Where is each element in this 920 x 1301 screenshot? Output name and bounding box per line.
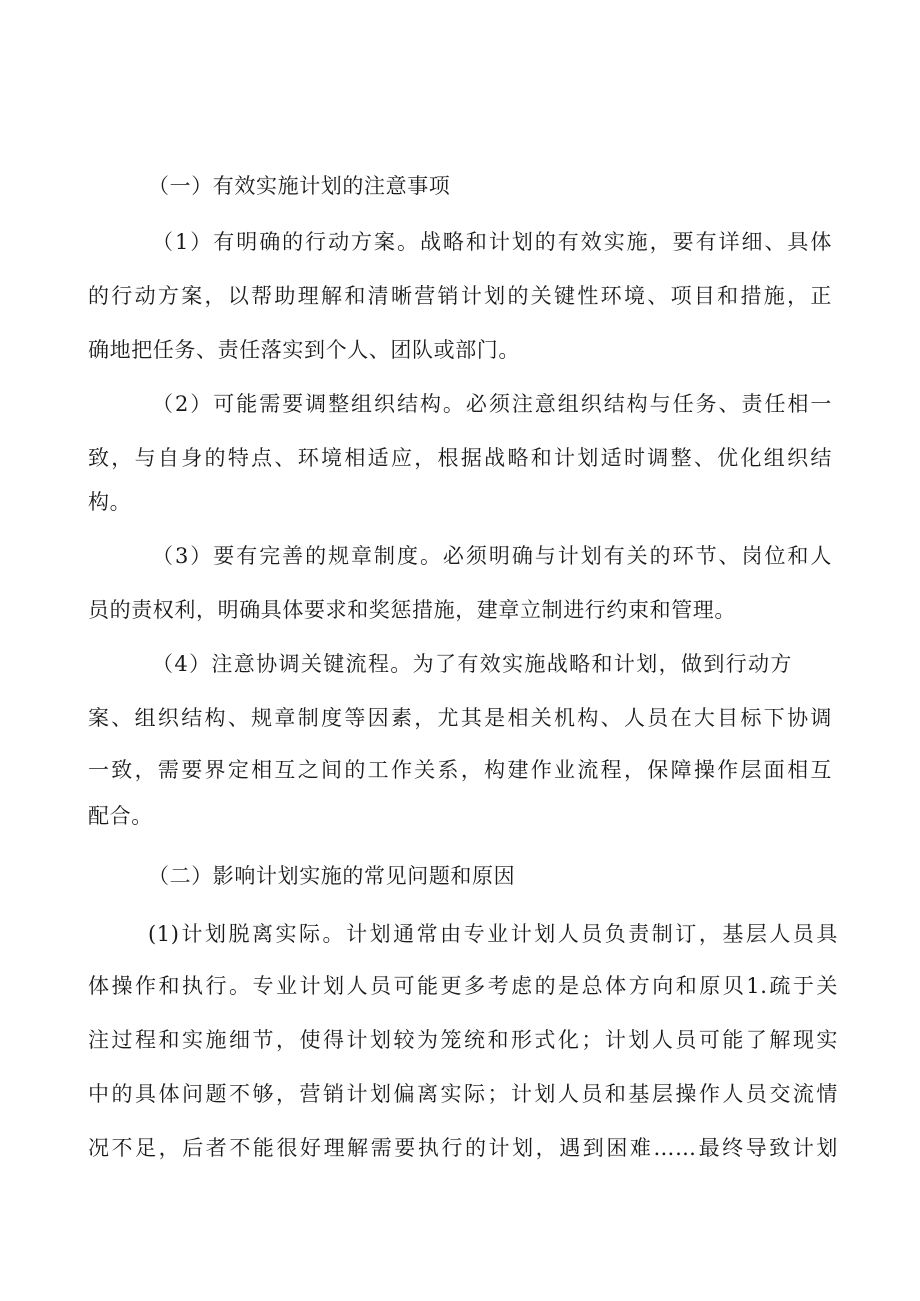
- section2-heading: （二）影响计划实施的常见问题和原因: [148, 864, 516, 888]
- item4-line3: 一致，需要界定相互之间的工作关系，构建作业流程，保障操作层面相互: [88, 758, 832, 782]
- item4-line4: 配合。: [88, 804, 153, 828]
- item5-line3: 注过程和实施细节，使得计划较为笼统和形式化；计划人员可能了解现实: [88, 1028, 838, 1052]
- item4-line1: （4）注意协调关键流程。为了有效实施战略和计划，做到行动方: [152, 652, 792, 676]
- item3-line2: 员的责权利，明确具体要求和奖惩措施，建章立制进行约束和管理。: [88, 598, 736, 622]
- item1-line3: 确地把任务、责任落实到个人、团队或部门。: [88, 338, 520, 362]
- item1-line2: 的行动方案，以帮助理解和清晰营销计划的关键性环境、项目和措施，正: [88, 284, 832, 308]
- item3-line1: （3）要有完善的规章制度。必须明确与计划有关的环节、岗位和人: [152, 544, 832, 568]
- item4-line2: 案、组织结构、规章制度等因素，尤其是相关机构、人员在大目标下协调: [88, 706, 832, 730]
- item2-line2: 致，与自身的特点、环境相适应，根据战略和计划适时调整、优化组织结: [88, 446, 832, 470]
- section1-heading: （一）有效实施计划的注意事项: [148, 174, 451, 198]
- item1-line1: （1）有明确的行动方案。战略和计划的有效实施，要有详细、具体: [152, 230, 832, 254]
- item2-line3: 构。: [88, 490, 132, 514]
- item5-line4: 中的具体问题不够，营销计划偏离实际；计划人员和基层操作人员交流情: [88, 1082, 838, 1106]
- item5-line2: 体操作和执行。专业计划人员可能更多考虑的是总体方向和原贝1.疏于关: [88, 974, 838, 998]
- item2-line1: （2）可能需要调整组织结构。必须注意组织结构与任务、责任相一: [152, 392, 832, 416]
- item5-line1: (1)计划脱离实际。计划通常由专业计划人员负责制订，基层人员具: [148, 922, 838, 946]
- item5-line5: 况不足，后者不能很好理解需要执行的计划，遇到困难……最终导致计划: [88, 1136, 838, 1160]
